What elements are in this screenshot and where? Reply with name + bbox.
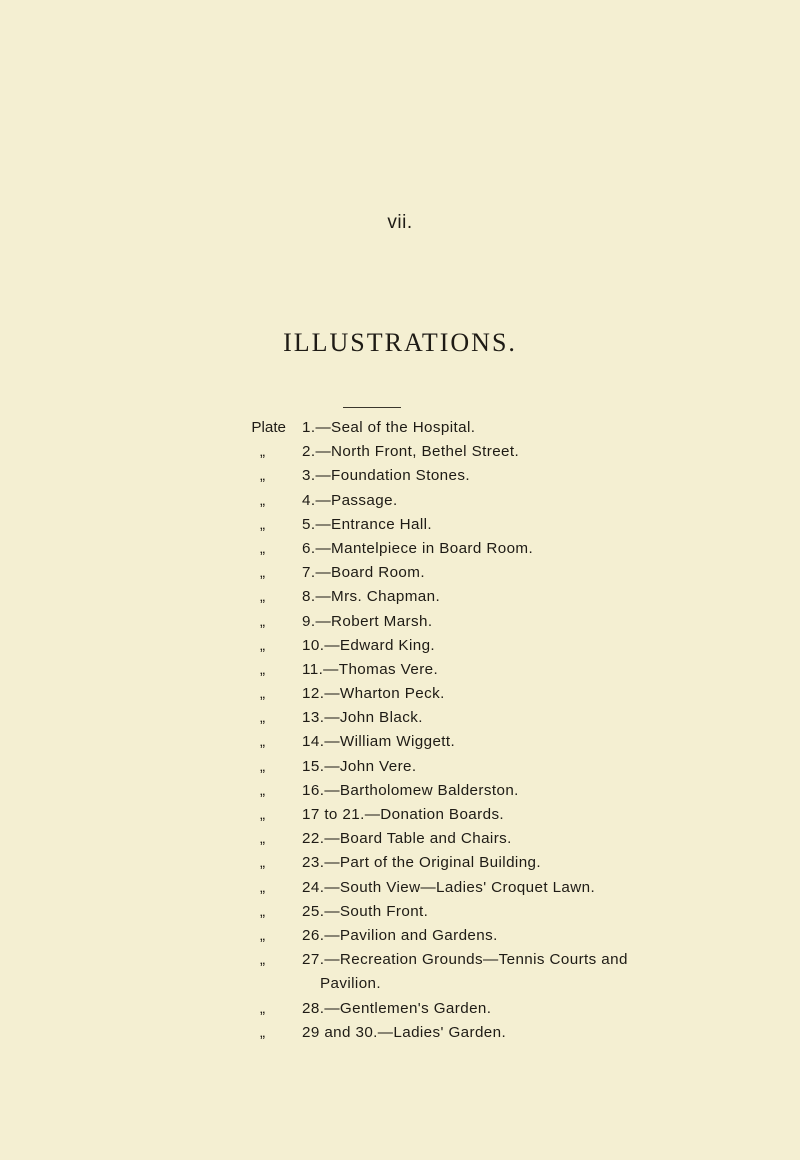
ditto-mark: „ [259, 443, 266, 461]
list-item-continuation [0, 972, 800, 996]
page-title: ILLUSTRATIONS. [283, 328, 517, 357]
plate-list [0, 416, 800, 1045]
ditto-mark: „ [259, 636, 266, 654]
ditto-mark: „ [259, 660, 266, 678]
list-item [0, 876, 800, 900]
ditto-mark: „ [259, 757, 266, 775]
page-number: vii. [387, 212, 413, 233]
plate-entry: 17 to 21.—Donation Boards. [302, 806, 505, 823]
plate-entry: 4.—Passage. [302, 491, 398, 509]
ditto-mark: „ [259, 564, 266, 582]
ditto-mark: „ [259, 926, 266, 944]
list-item [0, 489, 800, 513]
plate-entry: 9.—Robert Marsh. [302, 612, 433, 630]
plate-entry: 2.—North Front, Bethel Street. [302, 443, 520, 461]
list-item [0, 924, 800, 948]
list-item [0, 561, 800, 585]
ditto-mark: „ [259, 733, 266, 751]
ditto-mark: „ [259, 830, 266, 848]
list-item [0, 416, 800, 440]
list-item [0, 537, 800, 561]
plate-entry: 25.—South Front. [302, 902, 429, 920]
plate-entry: 11.—Thomas Vere. [302, 660, 439, 678]
list-item [0, 585, 800, 609]
ditto-mark: „ [259, 588, 266, 606]
list-item [0, 900, 800, 924]
list-item [0, 779, 800, 803]
ditto-mark: „ [259, 491, 266, 509]
ditto-mark: „ [259, 806, 266, 823]
ditto-mark: „ [259, 1023, 266, 1041]
list-item [0, 803, 800, 827]
ditto-mark: „ [259, 854, 266, 872]
list-item [0, 948, 800, 972]
list-item [0, 610, 800, 634]
list-item [0, 730, 800, 754]
plate-entry: 23.—Part of the Original Building. [302, 854, 542, 872]
plate-entry: 10.—Edward King. [302, 636, 436, 654]
list-item [0, 1021, 800, 1045]
list-item [0, 513, 800, 537]
list-item [0, 464, 800, 488]
plate-entry: 5.—Entrance Hall. [302, 515, 433, 533]
ditto-mark: „ [259, 709, 266, 727]
list-item [0, 827, 800, 851]
list-item [0, 706, 800, 730]
ditto-mark: „ [259, 999, 266, 1017]
ditto-mark: „ [259, 951, 266, 969]
plate-entry: 29 and 30.—Ladies' Garden. [302, 1023, 507, 1041]
plate-entry-continuation: Pavilion. [320, 975, 382, 993]
plate-entry: 6.—Mantelpiece in Board Room. [302, 539, 534, 557]
ditto-mark: „ [259, 902, 266, 920]
plate-entry: 12.—Wharton Peck. [302, 685, 445, 703]
plate-entry: 7.—Board Room. [302, 564, 425, 582]
list-item [0, 440, 800, 464]
ditto-mark: „ [259, 685, 266, 703]
list-item [0, 851, 800, 875]
plate-entry: 16.—Bartholomew Balderston. [302, 781, 519, 799]
plate-entry: 14.—William Wiggett. [302, 733, 456, 751]
list-item [0, 755, 800, 779]
plate-label: Plate [251, 419, 286, 436]
list-item [0, 658, 800, 682]
ditto-mark: „ [259, 515, 266, 533]
list-item [0, 682, 800, 706]
plate-entry: 15.—John Vere. [302, 757, 417, 775]
ditto-mark: „ [259, 539, 266, 557]
ditto-mark: „ [259, 467, 266, 485]
title-rule [343, 407, 401, 408]
plate-entry: 22.—Board Table and Chairs. [302, 830, 512, 848]
plate-entry: 3.—Foundation Stones. [302, 467, 470, 485]
plate-entry: 1.—Seal of the Hospital. [302, 419, 476, 436]
plate-entry: 28.—Gentlemen's Garden. [302, 999, 492, 1017]
plate-entry: 27.—Recreation Grounds—Tennis Courts and [302, 951, 628, 969]
plate-entry: 24.—South View—Ladies' Croquet Lawn. [302, 878, 596, 896]
plate-entry: 26.—Pavilion and Gardens. [302, 926, 498, 944]
ditto-mark: „ [259, 781, 266, 799]
list-item [0, 997, 800, 1021]
plate-entry: 8.—Mrs. Chapman. [302, 588, 441, 606]
ditto-mark: „ [259, 612, 266, 630]
ditto-mark: „ [259, 878, 266, 896]
list-item [0, 634, 800, 658]
plate-entry: 13.—John Black. [302, 709, 423, 727]
